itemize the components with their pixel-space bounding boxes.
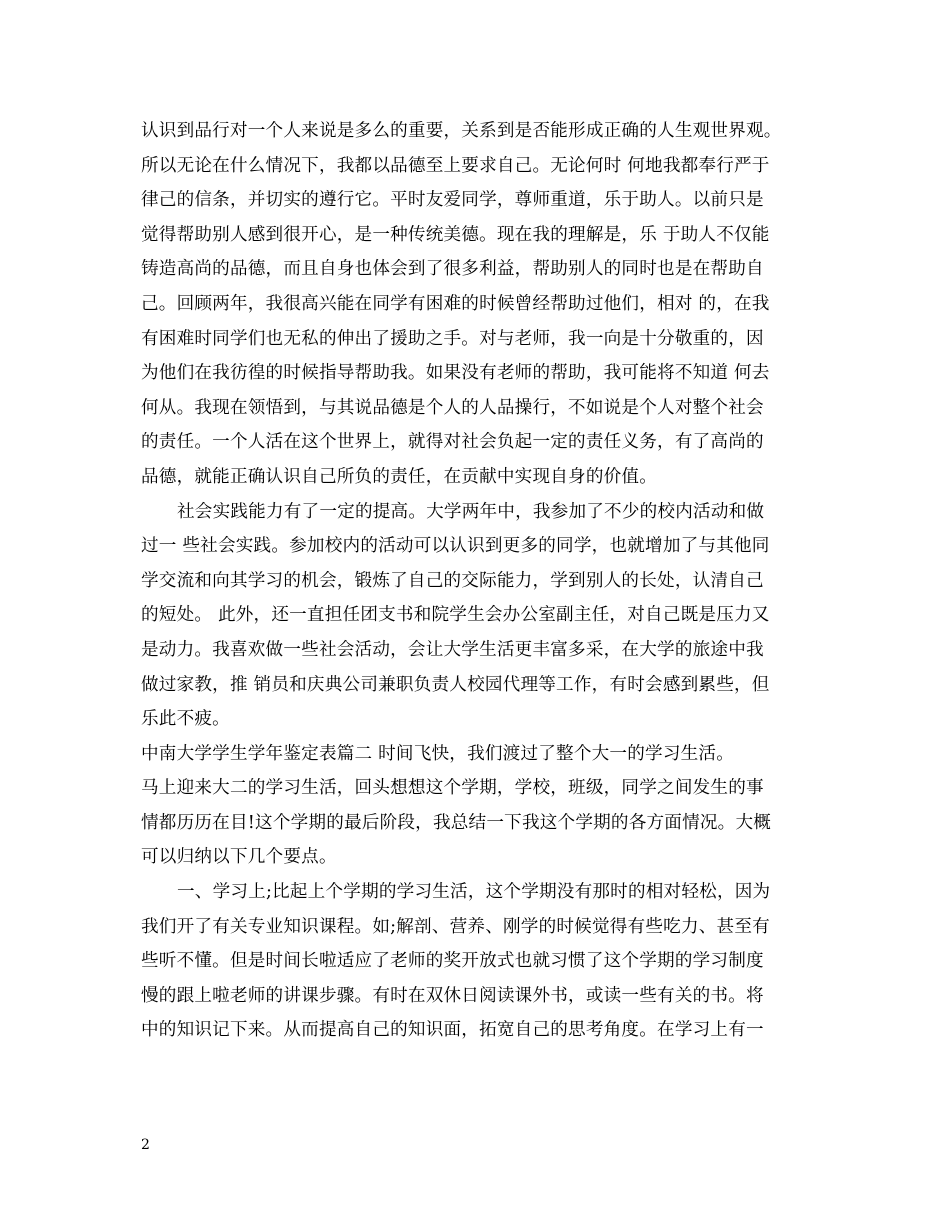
text-line: 我们开了有关专业知识课程。如;解剖、营养、刚学的时候觉得有些吃力、甚至有 (141, 916, 770, 937)
text-line: 的短处。 此外，还一直担任团支书和院学生会办公室副主任，对自己既是压力又 (141, 605, 770, 626)
text-line: 慢的跟上啦老师的讲课步骤。有时在双休日阅读课外书，或读一些有关的书。将 (141, 985, 764, 1006)
text-line: 中的知识记下来。从而提高自己的知识面，拓宽自己的思考角度。在学习上有一 (141, 1020, 764, 1041)
text-line: 为他们在我彷徨的时候指导帮助我。如果没有老师的帮助，我可能将不知道 何去 (141, 363, 770, 384)
section-heading-line: 中南大学学生学年鉴定表篇二 时间飞快，我们渡过了整个大一的学习生活。 (141, 743, 734, 764)
text-line: 马上迎来大二的学习生活，回头想想这个学期，学校，班级，同学之间发生的事 (141, 778, 764, 799)
body-text (141, 114, 841, 1048)
text-line: 过一 些社会实践。参加校内的活动可以认识到更多的同学，也就增加了与其他同 (141, 536, 770, 557)
text-line: 所以无论在什么情况下，我都以品德至上要求自己。无论何时 何地我都奉行严于 (141, 155, 770, 176)
text-line: 做过家教，推 销员和庆典公司兼职负责人校园代理等工作，有时会感到累些，但 (141, 674, 770, 695)
text-line: 可以归纳以下几个要点。 (141, 847, 337, 868)
page-number: 2 (141, 1137, 150, 1153)
text-line: 学交流和向其学习的机会，锻炼了自己的交际能力，学到别人的长处，认清自己 (141, 570, 764, 591)
text-line: 些听不懂。但是时间长啦适应了老师的奖开放式也就习惯了这个学期的学习制度 (141, 951, 764, 972)
text-line: 认识到品行对一个人来说是多么的重要，关系到是否能形成正确的人生观世界观。 (141, 121, 782, 141)
text-line: 社会实践能力有了一定的提高。大学两年中，我参加了不少的校内活动和做 (177, 501, 765, 522)
text-line: 觉得帮助别人感到很开心，是一种传统美德。现在我的理解是，乐 于助人不仅能 (141, 224, 770, 245)
text-line: 是动力。我喜欢做一些社会活动，会让大学生活更丰富多采，在大学的旅途中我 (141, 639, 764, 660)
text-line: 的责任。一个人活在这个世界上，就得对社会负起一定的责任义务，有了高尚的 (141, 432, 764, 453)
text-line: 己。回顾两年，我很高兴能在同学有困难的时候曾经帮助过他们，相对 的，在我 (141, 293, 770, 314)
text-line: 有困难时同学们也无私的伸出了援助之手。对与老师，我一向是十分敬重的，因 (141, 328, 764, 349)
text-line: 乐此不疲。 (141, 709, 230, 730)
text-line: 铸造高尚的品德，而且自身也体会到了很多利益，帮助别人的同时也是在帮助自 (141, 259, 764, 280)
text-line: 一、学习上;比起上个学期的学习生活，这个学期没有那时的相对轻松，因为 (177, 882, 771, 903)
text-line: 品德，就能正确认识自己所负的责任，在贡献中实现自身的价值。 (141, 466, 658, 487)
text-line: 情都历历在目!这个学期的最后阶段，我总结一下我这个学期的各方面情况。大概 (141, 812, 772, 833)
text-line: 律己的信条，并切实的遵行它。平时友爱同学，尊师重道，乐于助人。以前只是 (141, 190, 764, 211)
text-line: 何从。我现在领悟到，与其说品德是个人的人品操行，不如说是个人对整个社会 (141, 397, 764, 418)
